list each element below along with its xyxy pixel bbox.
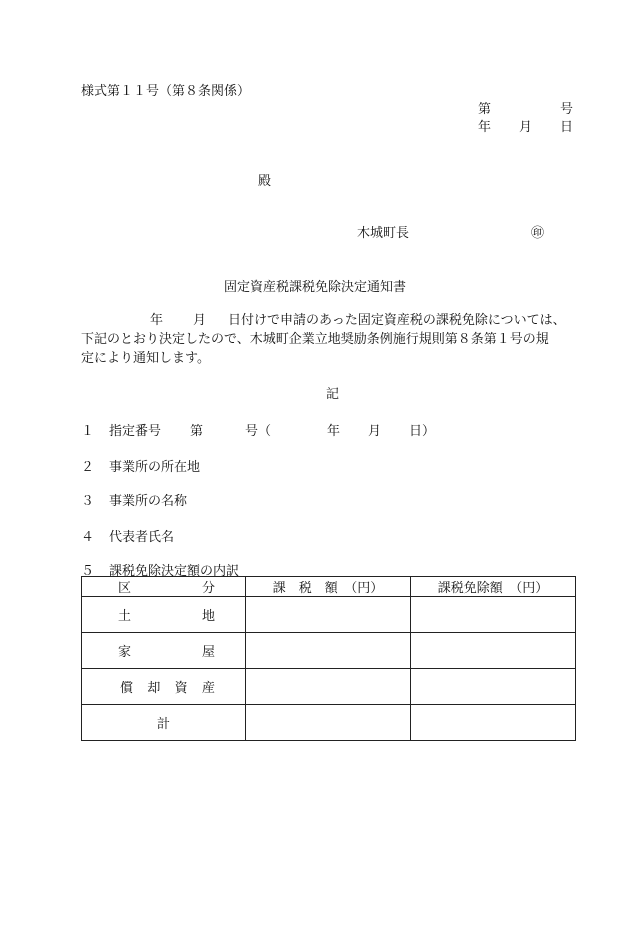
designation-go: 号（	[245, 424, 272, 439]
item-label: 事業所の名称	[109, 494, 188, 509]
cell-exempt[interactable]	[411, 597, 576, 633]
item-label: 事業所の所在地	[109, 460, 201, 475]
header-taxable: 課 税 額 （円）	[246, 577, 411, 597]
item-representative	[81, 526, 174, 545]
cell-taxable[interactable]	[246, 597, 411, 633]
body-year: 年	[150, 313, 164, 328]
seal-mark: ㊞	[531, 226, 545, 241]
item-number: ３	[81, 494, 95, 509]
addressee-honorific: 殿	[258, 174, 272, 189]
designation-dai: 第	[190, 424, 204, 439]
number-prefix: 第	[478, 102, 492, 117]
document-title: 固定資産税課税免除決定通知書	[223, 280, 406, 295]
item-label: 課税免除決定額の内訳	[109, 564, 240, 579]
table-row	[82, 705, 576, 741]
row-label-depreciable-assets: 償 却 資 産	[82, 669, 246, 705]
cell-taxable[interactable]	[246, 633, 411, 669]
item-number: ５	[81, 564, 95, 579]
date-year: 年	[478, 120, 492, 135]
item-number: ２	[81, 460, 95, 475]
table-row	[82, 597, 576, 633]
designation-month: 月	[368, 424, 382, 439]
designation-year: 年	[327, 424, 341, 439]
date-month: 月	[519, 120, 533, 135]
item-label: 代表者氏名	[109, 530, 175, 545]
ki-heading: 記	[325, 387, 339, 402]
cell-exempt[interactable]	[411, 633, 576, 669]
body-line-3: 定により通知します。	[81, 351, 210, 366]
body-text	[81, 311, 596, 368]
number-suffix: 号	[560, 102, 574, 117]
table-row	[82, 669, 576, 705]
row-label-land: 土 地	[82, 597, 246, 633]
header-exempt: 課税免除額 （円）	[411, 577, 576, 597]
item-number: １	[81, 424, 95, 439]
body-line-1-rest: 日付けで申請のあった固定資産税の課税免除については、	[228, 313, 566, 328]
body-month: 月	[193, 313, 207, 328]
date-day: 日	[560, 120, 574, 135]
form-label: 様式第１１号（第８条関係）	[81, 84, 251, 99]
item-designation	[81, 420, 436, 439]
breakdown-table	[81, 576, 576, 741]
body-line-2: 下記のとおり決定したので、木城町企業立地奨励条例施行規則第８条第１号の規	[81, 332, 549, 347]
cell-exempt[interactable]	[411, 669, 576, 705]
row-label-house: 家 屋	[82, 633, 246, 669]
designation-day: 日）	[409, 424, 436, 439]
cell-taxable[interactable]	[246, 705, 411, 741]
row-label-total: 計	[82, 705, 246, 741]
item-label: 指定番号	[109, 424, 162, 439]
header-category: 区 分	[82, 577, 246, 597]
table-row	[82, 633, 576, 669]
cell-exempt[interactable]	[411, 705, 576, 741]
cell-taxable[interactable]	[246, 669, 411, 705]
issuer-title: 木城町長	[357, 226, 410, 241]
item-office-name	[81, 490, 187, 509]
item-location	[81, 456, 200, 475]
item-number: ４	[81, 530, 95, 545]
body-line-1	[81, 311, 596, 330]
table-header-row	[82, 577, 576, 597]
